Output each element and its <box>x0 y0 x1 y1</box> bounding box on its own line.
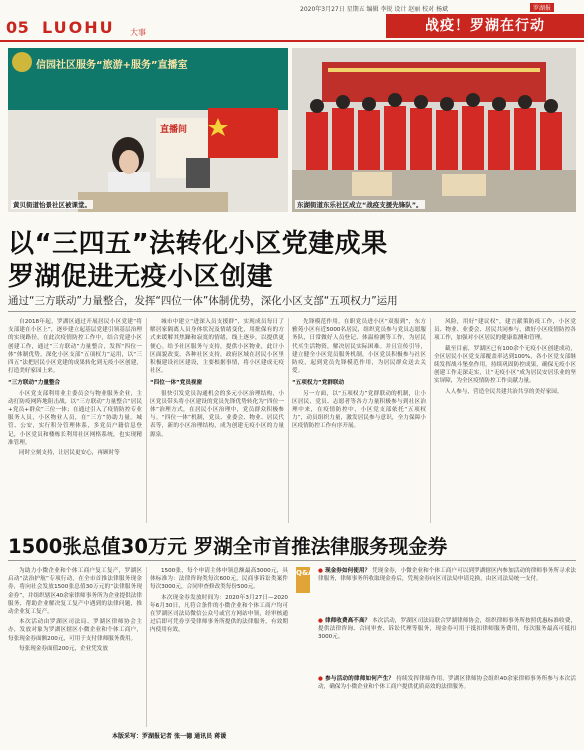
photo-livestream-illustration <box>8 48 288 212</box>
column-divider <box>288 318 289 523</box>
flag <box>208 108 278 158</box>
article-headline-line1: 以“三四五”法转化小区党建成果 <box>8 229 388 259</box>
section-heading: “五项权力”党群联动 <box>292 380 345 387</box>
column-divider <box>146 567 147 727</box>
issue-meta: 2020年3月27日 星期五 编辑 李锐 设计 赵丽 校对 杨斌 <box>300 6 449 13</box>
page-header <box>0 0 584 42</box>
header-rule <box>0 40 584 42</box>
qa-answer: 本次活动，罗湖区司法局联合罗湖律师协会，组织律师事务所按照优惠标准收费，提供法律咨询、合同审查、诉讼代理等服务，现金券可用于抵扣律师服务费用，每次服务最高可抵扣3000元。 <box>318 618 576 641</box>
paragraph: 人人参与，营造全民共建共治共享的美好家园。 <box>445 388 563 395</box>
legal-headline: 1500张总值30万元 罗湖全市首推法律服务现金券 <box>8 535 448 558</box>
article-column-4 <box>434 318 576 523</box>
qa-section <box>296 567 576 737</box>
paragraph: 风险，用好“建议权”，建言献策防疫工作，小区党员、物业、业委会、居民共同参与，做好小区疫情防控各项工作，加强对小区居民的健康监测和管理。 <box>434 319 576 342</box>
qa-answer: 持续发挥律师作用，罗湖区律师协会组织40余家律师事务所参与本次活动，确保为小微企业和个体工商户提供优质高效的法律服务。 <box>318 676 576 691</box>
svg-text:直播间: 直播间 <box>160 125 188 135</box>
paragraph: 每张现金券面值200元，企业凭发放 <box>19 645 108 652</box>
bullet-icon: ● <box>318 676 326 682</box>
paragraph: 先锋模范作用，在职党员进小区“双报到”，东方雅苑小区有近5000名居民，组织党员参与党员志愿服务队，日常做好人员登记、体温检测等工作，为居民代买生活物资，解决居民实际困难。并且宣传引导，建立健全小区党员服务机制，小区党员积极参与社区防疫，起到党员先锋模范作用，为居民群众送去关爱。 <box>292 319 426 375</box>
legal-column-1 <box>8 567 142 727</box>
photo-caption-right: 东湖街道东乐社区成立“战疫支援先锋队”。 <box>297 201 423 209</box>
qa-item <box>318 567 576 583</box>
masthead-tag: 罗湖报 <box>530 3 554 12</box>
qa-item <box>318 675 576 691</box>
paragraph: 为助力小微企业和个体工商户复工复产，罗湖区启动“法治护航”专项行动，在全市首推法律服务现金券，将向社会发放1500张总值30万元的“法律服务现金券”，并组织辖区40余家律师事务所为企业提供法律服务，帮助企业解决复工复产中遇到的法律问题，推动企业复工复产。 <box>8 568 142 616</box>
paragraph: 同时立刻支持，让居民更安心，再顾时等 <box>19 450 120 457</box>
article-subtitle: 通过“三方联动”力量整合，发挥“四位一体”体制优势，深化小区支部“五项权力”运用 <box>8 295 398 307</box>
byline-credit: 本版采写：罗湖报记者 张一德 通讯员 蒋谖 <box>112 733 227 740</box>
paragraph: 城市中建立“进深入员支援群”，实现成员每日了解居家隔离人员身体状况及情绪变化，用批保有的方式来缓解其焦躁和寂寞的情绪，线上逐步，以提供更便心。给予社区服务与支持，提供小区物业，此计小区面貌改变，各种社区支持，政府区域在居民小区里积极建设社区建设，主要根据事情，将小区建成无疫社区。 <box>150 319 284 375</box>
bullet-icon: ● <box>318 568 325 574</box>
article-column-1 <box>8 318 142 523</box>
article-headline-line2: 罗湖促进无疫小区创建 <box>8 262 274 292</box>
column-divider <box>146 318 147 523</box>
paragraph: 本次现金券发放时间为：2020年3月27日—2020年6月30日，凡符合条件的小微企业和个体工商户均可在罗湖区司法局微信公众号或官方网站申领，经审核通过后即可凭券享受律师事务所提供的法律服务，有效期内使用有效。 <box>150 594 288 634</box>
qa-question: 参与活动的律师如何产生？ <box>325 676 395 682</box>
livestream-banner-text: 信园社区服务“旅游+服务”直播室 <box>36 60 188 71</box>
photo-volunteers <box>292 48 576 212</box>
section-heading: “三方联动”力量整合 <box>8 380 61 387</box>
paragraph: 本次活动由罗湖区司法局、罗湖区律师协会主办，发放对象为罗湖区辖区小微企业和个体工商户，每张现金券面额200元，可用于支付律师服务费用。 <box>8 619 142 642</box>
article-column-2 <box>150 318 284 523</box>
bullet-icon: ● <box>318 618 325 624</box>
paragraph: 小区党支部利用业主委员会与物业服务企业，主动打防疫网阵地阻击战，以“三方联动”力量整合“居民+党员+群众”三位一体；在通过引入了疫情防控专业服务人员，小区物业人员，在“三方”协助力量。城管、公安，实行积分管理体系，多党员户籍信息登记，小区党员和楼栋长利用社区网格系统，也实现精准管理。 <box>8 390 142 446</box>
qa-question: 律师收费高不高？ <box>324 618 371 624</box>
legal-divider <box>8 560 576 561</box>
qa-answer: 凭现金券，小微企业和个体工商户可以到罗湖辖区内参加活动的律师事务所寻求法律服务，律师事务所收取现金券后，凭现金券向区司法局申请兑换，由区司法局统一支付。 <box>318 568 576 583</box>
paragraph: 1500张，每个申请主体申领总额最高3000元，具体标准为：法律咨询类每次600元，民商事诉讼类案件每次3000元，合同审查修改类每份500元。 <box>150 568 288 591</box>
photo-caption-left: 黄贝街道怡景社区被课堂。 <box>13 201 91 209</box>
qa-icon: Q&A <box>296 567 310 593</box>
article-column-3 <box>292 318 426 523</box>
page-number: 05 <box>6 18 30 37</box>
headline-divider <box>8 311 576 312</box>
paragraph: 截至目前，罗湖区已有100余个无疫小区创建成功，全区居民小区党支部覆盖率达到100%，各小区党支部继续发挥战斗堡垒作用，持续巩固防控成果，确保无疫小区创建工作走深走实，让“无疫小区”成为居民安居乐业的坚实屏障，为全区疫情防控工作贡献力量。 <box>434 345 576 385</box>
legal-column-2 <box>150 567 288 727</box>
qa-question: 现金券如何使用？ <box>324 568 371 574</box>
section-banner: 战疫！罗湖在行动 <box>386 14 584 38</box>
paragraph: 自2018年起，罗湖区通过开展居民小区党建“将支部建在小区上”，逐步建立起基层党建引领基层治理的实现路径。在此次疫情防控工作中，结合党建小区创建工作，通过“三方联动”力量整合，发挥“四位一体”体制优势，深化小区支部“五项权力”运用，以“三四五”法把居民小区党建的成果转化到无疫小区创建，打造美好家园上来。 <box>8 319 142 375</box>
column-divider <box>430 318 431 523</box>
photo-livestream <box>8 48 288 212</box>
brand-name: LUOHU <box>42 18 115 37</box>
paragraph: 另一方面，以“五项权力”党群联动的机制，让小区居民、党员、志愿者等各方力量积极参与到社区治理中来，在疫情防控中，小区党支部依托“五项权力”，动员组织力量，激发居民参与意识，全力保障小区疫情防控工作有序开展。 <box>292 390 426 430</box>
section-heading: “四位一体”党员视窗 <box>150 380 203 387</box>
paragraph: 很快引发党员沟通机会的多元小区治理结构，小区党员带头将小区建设的党员先锋优势转化为“四位一体”治理方式，在居民小区治理中，党员群众积极参与。“四位一体”机制，党员、业委会、物业、居民代表等，新的小区治理结构，成为创建无疫小区的力量源泉。 <box>150 390 284 438</box>
photo-volunteers-illustration <box>292 48 576 212</box>
qa-item <box>318 617 576 642</box>
section-label: 大事 <box>130 28 146 37</box>
